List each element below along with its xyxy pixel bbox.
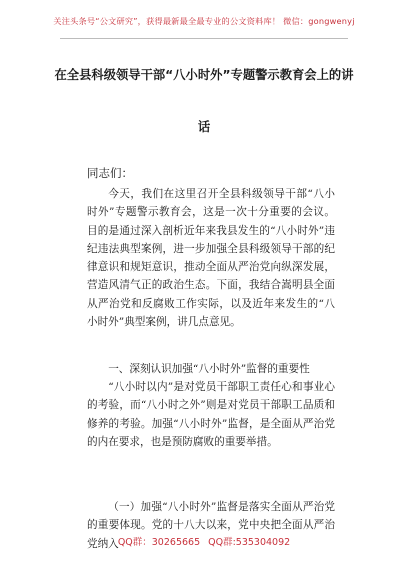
salutation: 同志们： (87, 166, 133, 180)
document-title: 在全县科级领导干部“八小时外”专题警示教育会上的讲 (54, 68, 354, 82)
footer-qq-group-2: QQ群:535304092 (208, 537, 291, 548)
paragraph-intro: 今天，我们在这里召开全县科级领导干部“八小时外”专题警示教育会，这是一次十分重要的会议。目的是通过深入剖析近年来我县发生的“八小时外”违纪违法典型案例，进一步加强全县科级领导干部的纪律意识和规矩意识，推动全面从严治党向纵深发展，营造风清气正的政治生态。下面，我结合嵩明县全面从严治党和反腐败工作实际，以及近年来发生的“八小时外”典型案例，讲几点意见。 (87, 188, 335, 329)
banner-text: 关注头条号“公文研究”，获得最新最全最专业的公文资料库！ 微信：gongwenyj (53, 15, 355, 26)
page-footer (0, 534, 408, 548)
paragraph-body: “八小时以内”是对党员干部职工责任心和事业心的考验，而“八小时之外”则是对党员干部职工品质和修养的考验。加强“八小时外”监督，是全面从严治党的内在要求，也是预防腐败的重要举措。 (87, 381, 335, 448)
section-heading: 一、深刻认识加强“八小时外”监督的重要性 (108, 363, 310, 375)
top-banner (0, 10, 408, 32)
paragraph-subsection: （一）加强“八小时外”监督是落实全面从严治党的重要体现。党的十八大以来，党中央把全面从严治党纳入 (87, 501, 335, 550)
footer-qq-group-1: QQ群：30265665 (117, 537, 201, 548)
document-title-continued: 话 (197, 120, 211, 134)
header-divider (60, 38, 348, 39)
